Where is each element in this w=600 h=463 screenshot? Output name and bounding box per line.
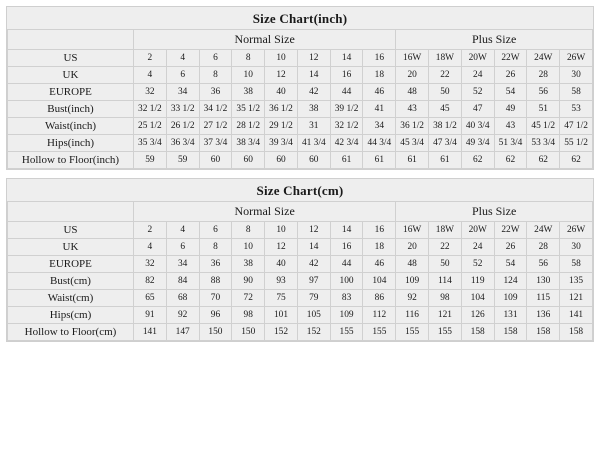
table-cell: 147 [166,324,199,341]
table-cell: 97 [297,273,330,290]
table-cell: 31 [297,118,330,135]
table-cell: 65 [134,290,167,307]
table-cell: 155 [363,324,396,341]
table-cell: 42 [297,84,330,101]
table-cell: 62 [527,152,560,169]
table-cell: 119 [461,273,494,290]
table-cell: 40 [265,256,298,273]
table-cell: 14 [297,67,330,84]
table-cell: 36 1/2 [396,118,429,135]
table-cell: 10 [232,67,265,84]
table-cell: 12 [297,50,330,67]
table-cell: 51 [527,101,560,118]
table-row [8,152,593,169]
table-cell: 16 [363,222,396,239]
table-cell: 50 [429,256,462,273]
table-cell: 70 [199,290,232,307]
table-cell: 53 [560,101,593,118]
table-cell: 20W [461,50,494,67]
table-cell: 112 [363,307,396,324]
table-cell: 38 3/4 [232,135,265,152]
table-cell: 43 [396,101,429,118]
table-cell: 61 [429,152,462,169]
table-cell: 32 1/2 [330,118,363,135]
table-cell: 121 [560,290,593,307]
table-cell: 20W [461,222,494,239]
table-cell: 49 [494,101,527,118]
table-row [8,118,593,135]
size-table [7,29,593,169]
table-cell: 72 [232,290,265,307]
table-cell: 150 [199,324,232,341]
table-row [8,239,593,256]
table-cell: 28 [527,239,560,256]
table-cell: 52 [461,256,494,273]
table-cell: 24 [461,239,494,256]
table-row [8,273,593,290]
table-cell: 56 [527,256,560,273]
row-label: Hips(cm) [8,307,134,324]
table-row [8,84,593,101]
table-cell: 6 [199,50,232,67]
table-cell: 141 [134,324,167,341]
table-cell: 26W [560,50,593,67]
corner-cell [8,202,134,222]
row-label: Hollow to Floor(cm) [8,324,134,341]
table-cell: 46 [363,84,396,101]
table-cell: 30 [560,239,593,256]
table-cell: 54 [494,84,527,101]
table-cell: 36 [199,84,232,101]
table-cell: 36 3/4 [166,135,199,152]
row-label: EUROPE [8,256,134,273]
table-cell: 8 [199,67,232,84]
table-cell: 59 [134,152,167,169]
table-cell: 10 [265,50,298,67]
table-cell: 37 3/4 [199,135,232,152]
table-cell: 136 [527,307,560,324]
table-cell: 52 [461,84,494,101]
table-cell: 20 [396,67,429,84]
table-cell: 58 [560,256,593,273]
table-cell: 41 [363,101,396,118]
table-cell: 60 [232,152,265,169]
table-cell: 38 1/2 [429,118,462,135]
table-cell: 20 [396,239,429,256]
table-cell: 60 [265,152,298,169]
table-cell: 47 1/2 [560,118,593,135]
table-cell: 61 [363,152,396,169]
table-cell: 44 [330,256,363,273]
table-cell: 62 [461,152,494,169]
table-cell: 2 [134,50,167,67]
table-cell: 155 [429,324,462,341]
table-cell: 61 [396,152,429,169]
table-cell: 38 [232,84,265,101]
table-cell: 16 [330,239,363,256]
table-cell: 26 [494,67,527,84]
table-cell: 45 [429,101,462,118]
table-cell: 34 1/2 [199,101,232,118]
table-cell: 12 [265,239,298,256]
table-cell: 14 [330,50,363,67]
table-cell: 24 [461,67,494,84]
table-cell: 36 1/2 [265,101,298,118]
table-cell: 55 1/2 [560,135,593,152]
row-label: UK [8,239,134,256]
table-cell: 121 [429,307,462,324]
table-cell: 16 [363,50,396,67]
table-cell: 27 1/2 [199,118,232,135]
group-header-normal: Normal Size [134,202,396,222]
table-cell: 47 [461,101,494,118]
table-cell: 22W [494,222,527,239]
table-cell: 44 3/4 [363,135,396,152]
table-cell: 44 [330,84,363,101]
table-cell: 32 [134,256,167,273]
table-cell: 62 [560,152,593,169]
table-cell: 51 3/4 [494,135,527,152]
table-cell: 39 1/2 [330,101,363,118]
table-row [8,222,593,239]
table-cell: 10 [265,222,298,239]
table-cell: 14 [330,222,363,239]
table-row [8,324,593,341]
table-cell: 38 [232,256,265,273]
table-cell: 26 1/2 [166,118,199,135]
table-cell: 14 [297,239,330,256]
table-cell: 12 [297,222,330,239]
table-cell: 46 [363,256,396,273]
table-cell: 8 [232,222,265,239]
table-cell: 96 [199,307,232,324]
table-cell: 135 [560,273,593,290]
table-cell: 16W [396,222,429,239]
table-cell: 4 [166,222,199,239]
table-cell: 29 1/2 [265,118,298,135]
table-cell: 18 [363,67,396,84]
table-cell: 32 1/2 [134,101,167,118]
table-cell: 104 [461,290,494,307]
table-cell: 16W [396,50,429,67]
chart-title: Size Chart(inch) [252,11,348,26]
table-cell: 82 [134,273,167,290]
table-cell: 86 [363,290,396,307]
table-cell: 41 3/4 [297,135,330,152]
row-label: Waist(cm) [8,290,134,307]
group-header-plus: Plus Size [396,30,593,50]
table-cell: 114 [429,273,462,290]
table-cell: 35 1/2 [232,101,265,118]
table-cell: 22 [429,239,462,256]
table-cell: 98 [232,307,265,324]
table-cell: 116 [396,307,429,324]
group-header-plus: Plus Size [396,202,593,222]
table-cell: 91 [134,307,167,324]
row-label: EUROPE [8,84,134,101]
table-cell: 152 [265,324,298,341]
table-cell: 42 [297,256,330,273]
table-row [8,67,593,84]
table-cell: 18W [429,222,462,239]
table-row [8,50,593,67]
table-cell: 109 [396,273,429,290]
table-cell: 35 3/4 [134,135,167,152]
table-cell: 150 [232,324,265,341]
table-cell: 131 [494,307,527,324]
row-label: Bust(cm) [8,273,134,290]
size-chart-block [6,178,594,342]
table-cell: 130 [527,273,560,290]
table-cell: 8 [199,239,232,256]
table-cell: 152 [297,324,330,341]
table-cell: 45 3/4 [396,135,429,152]
table-cell: 155 [330,324,363,341]
table-cell: 6 [166,239,199,256]
table-row [8,290,593,307]
table-cell: 40 3/4 [461,118,494,135]
table-cell: 83 [330,290,363,307]
group-header-row [8,30,593,50]
table-cell: 40 [265,84,298,101]
table-cell: 158 [560,324,593,341]
corner-cell [8,30,134,50]
table-cell: 42 3/4 [330,135,363,152]
table-cell: 25 1/2 [134,118,167,135]
table-cell: 39 3/4 [265,135,298,152]
table-cell: 109 [330,307,363,324]
table-cell: 36 [199,256,232,273]
table-cell: 54 [494,256,527,273]
row-label: UK [8,67,134,84]
table-cell: 58 [560,84,593,101]
table-row [8,101,593,118]
table-cell: 4 [134,67,167,84]
table-cell: 28 [527,67,560,84]
table-cell: 34 [166,256,199,273]
table-cell: 92 [396,290,429,307]
table-cell: 105 [297,307,330,324]
table-cell: 30 [560,67,593,84]
table-cell: 60 [297,152,330,169]
row-label: Hollow to Floor(inch) [8,152,134,169]
row-label: Hips(inch) [8,135,134,152]
table-cell: 24W [527,222,560,239]
table-row [8,256,593,273]
row-label: US [8,50,134,67]
table-cell: 53 3/4 [527,135,560,152]
table-row [8,307,593,324]
row-label: Waist(inch) [8,118,134,135]
table-cell: 22 [429,67,462,84]
table-cell: 79 [297,290,330,307]
table-cell: 26W [560,222,593,239]
table-cell: 56 [527,84,560,101]
size-chart-block [6,6,594,170]
table-cell: 18 [363,239,396,256]
table-cell: 8 [232,50,265,67]
table-cell: 115 [527,290,560,307]
table-cell: 50 [429,84,462,101]
table-cell: 48 [396,256,429,273]
table-cell: 155 [396,324,429,341]
table-cell: 158 [461,324,494,341]
table-cell: 84 [166,273,199,290]
table-cell: 24W [527,50,560,67]
table-cell: 109 [494,290,527,307]
table-cell: 33 1/2 [166,101,199,118]
table-cell: 49 3/4 [461,135,494,152]
table-cell: 92 [166,307,199,324]
table-cell: 158 [527,324,560,341]
group-header-normal: Normal Size [134,30,396,50]
table-cell: 88 [199,273,232,290]
table-cell: 93 [265,273,298,290]
table-cell: 48 [396,84,429,101]
table-cell: 90 [232,273,265,290]
table-row [8,135,593,152]
table-cell: 28 1/2 [232,118,265,135]
table-cell: 45 1/2 [527,118,560,135]
size-table [7,201,593,341]
table-cell: 2 [134,222,167,239]
table-cell: 101 [265,307,298,324]
table-cell: 124 [494,273,527,290]
table-cell: 47 3/4 [429,135,462,152]
table-cell: 100 [330,273,363,290]
table-cell: 16 [330,67,363,84]
table-cell: 10 [232,239,265,256]
table-cell: 98 [429,290,462,307]
table-cell: 34 [166,84,199,101]
table-cell: 75 [265,290,298,307]
table-cell: 59 [166,152,199,169]
table-cell: 32 [134,84,167,101]
table-cell: 18W [429,50,462,67]
table-cell: 12 [265,67,298,84]
table-cell: 104 [363,273,396,290]
table-cell: 62 [494,152,527,169]
table-cell: 60 [199,152,232,169]
table-cell: 22W [494,50,527,67]
table-cell: 4 [166,50,199,67]
charts-container [6,6,594,342]
table-cell: 126 [461,307,494,324]
table-cell: 38 [297,101,330,118]
table-cell: 34 [363,118,396,135]
table-cell: 158 [494,324,527,341]
table-cell: 68 [166,290,199,307]
table-cell: 141 [560,307,593,324]
row-label: Bust(inch) [8,101,134,118]
group-header-row [8,202,593,222]
row-label: US [8,222,134,239]
table-cell: 43 [494,118,527,135]
table-cell: 6 [166,67,199,84]
chart-title: Size Chart(cm) [256,183,344,198]
table-cell: 26 [494,239,527,256]
table-cell: 4 [134,239,167,256]
table-cell: 6 [199,222,232,239]
table-cell: 61 [330,152,363,169]
